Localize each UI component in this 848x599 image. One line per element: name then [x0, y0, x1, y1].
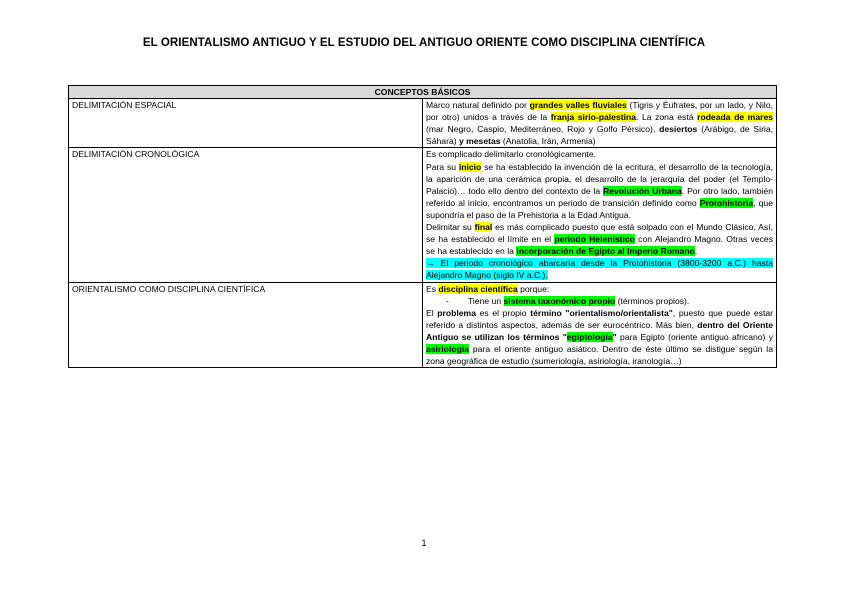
text: se ha establecido la invención de la ecritura, el desarrollo de la tecnología, la aparición de una cerámica propia, el desarrollo de la jerarquía del poder (el Templo-Palacio)… todo ello dentro del contexto de la [426, 161, 773, 196]
paragraph [426, 283, 773, 295]
text: (Anatolia, Irán, Armenia) [500, 136, 596, 147]
text: para el oriente antiguo asiático. Dentro de éste último se distigue según la zona geográfica de estudio (sumeriología, asiriología, iranología…) [426, 343, 773, 367]
text: El [426, 307, 438, 318]
text: Marco natural definido por [426, 100, 530, 111]
highlight-green: Protohistoria [699, 197, 754, 208]
bold-text: problema [437, 307, 476, 318]
table-header: CONCEPTOS BÁSICOS [69, 86, 777, 99]
paragraph [426, 221, 773, 257]
highlight-yellow: inicio [458, 161, 482, 172]
paragraph: Es complicado delimitarlo cronológicamente. [426, 149, 597, 160]
bold-text: y mesetas [458, 136, 501, 147]
bold-text: " [612, 331, 617, 342]
bold-text: dentro del Oriente Antiguo se utilizan los términos " [426, 319, 773, 342]
table-header-row [69, 86, 777, 99]
page-number: 1 [421, 538, 427, 548]
paragraph [426, 99, 773, 147]
row-label-discipline: ORIENTALISMO COMO DISCIPLINA CIENTÍFICA [69, 282, 423, 368]
text: . Por otro lado, también referido al inicio, encontramos un periodo de transición definido como [426, 185, 773, 208]
text: . [694, 246, 698, 257]
text: Para su [426, 161, 459, 172]
summary-paragraph [426, 257, 773, 281]
text: . La zona está [636, 112, 698, 123]
page-title: EL ORIENTALISMO ANTIGUO Y EL ESTUDIO DEL ANTIGUO ORIENTE COMO DISCIPLINA CIENTÍFICA [142, 37, 706, 49]
highlight-green: periodo Helenístico [554, 234, 635, 245]
text: (Tigris y Éufrates, por un lado, y Nilo, por otro) unidos a través de la [426, 100, 773, 123]
bold-text: desiertos [659, 124, 698, 135]
row-content-chronological [423, 148, 777, 282]
text: con Alejandro Magno. Otras veces se ha establecido en la [426, 234, 773, 257]
text: porque: [517, 283, 550, 294]
text: , puesto que puede estar referido a distintos aspectos, además de ser eurocéntrico. Más bien, [426, 307, 773, 330]
text: (mar Negro, Caspio, Mediterráneo, Rojo y Golfo Pérsico), [426, 124, 660, 135]
highlight-green: incorporación de Egipto al Imperio Romano [516, 246, 695, 257]
text: Tiene un [468, 295, 504, 306]
text: Es [426, 283, 439, 294]
row-label-spatial: DELIMITACIÓN ESPACIAL [69, 99, 423, 148]
bullet-dash: - [446, 295, 449, 306]
highlight-green: sistema taxonómico propio [503, 295, 616, 306]
row-content-discipline [423, 282, 777, 368]
highlight-green: Revolución Urbana [603, 185, 682, 196]
paragraph [426, 307, 773, 367]
bold-text: término "orientalismo/orientalista" [530, 307, 673, 318]
highlight-yellow: final [474, 222, 493, 233]
row-label-chronological: DELIMITACIÓN CRONOLÓGICA [69, 148, 423, 282]
table-row [69, 282, 777, 368]
paragraph [426, 161, 773, 221]
concepts-table [68, 85, 777, 368]
text: para Egipto (oriente antiguo africano) y [616, 331, 773, 342]
highlight-yellow: disciplina científica [438, 283, 518, 294]
highlight-yellow: grandes valles fluviales [529, 100, 627, 111]
highlight-yellow: franja sirio-palestina [550, 112, 637, 123]
text: es más complicado puesto que está solpado con el Mundo Clásico. Así, se ha establecido el límite en el [426, 222, 773, 245]
text: (términos propios). [615, 295, 690, 306]
text: Delimitar su [426, 222, 475, 233]
bullet-item [426, 295, 773, 307]
text: es el propio [475, 307, 531, 318]
highlight-green: egiptología [566, 331, 613, 342]
text: (Arábigo, de Siria, Sáhara) [426, 124, 774, 147]
table-row [69, 99, 777, 148]
highlight-cyan: → El periodo cronológico abarcaría desde la Protohistoria (3800-3200 a.C.) hasta Alejandro Magno (siglo IV a.C.). [426, 258, 773, 281]
highlight-green: asiriología [426, 343, 469, 354]
highlight-yellow: rodeada de mares [697, 112, 773, 123]
table-row [69, 148, 777, 282]
row-content-spatial [423, 99, 777, 148]
text: , que supondría el paso de la Prehistoria a la Edad Antigua. [426, 197, 773, 220]
